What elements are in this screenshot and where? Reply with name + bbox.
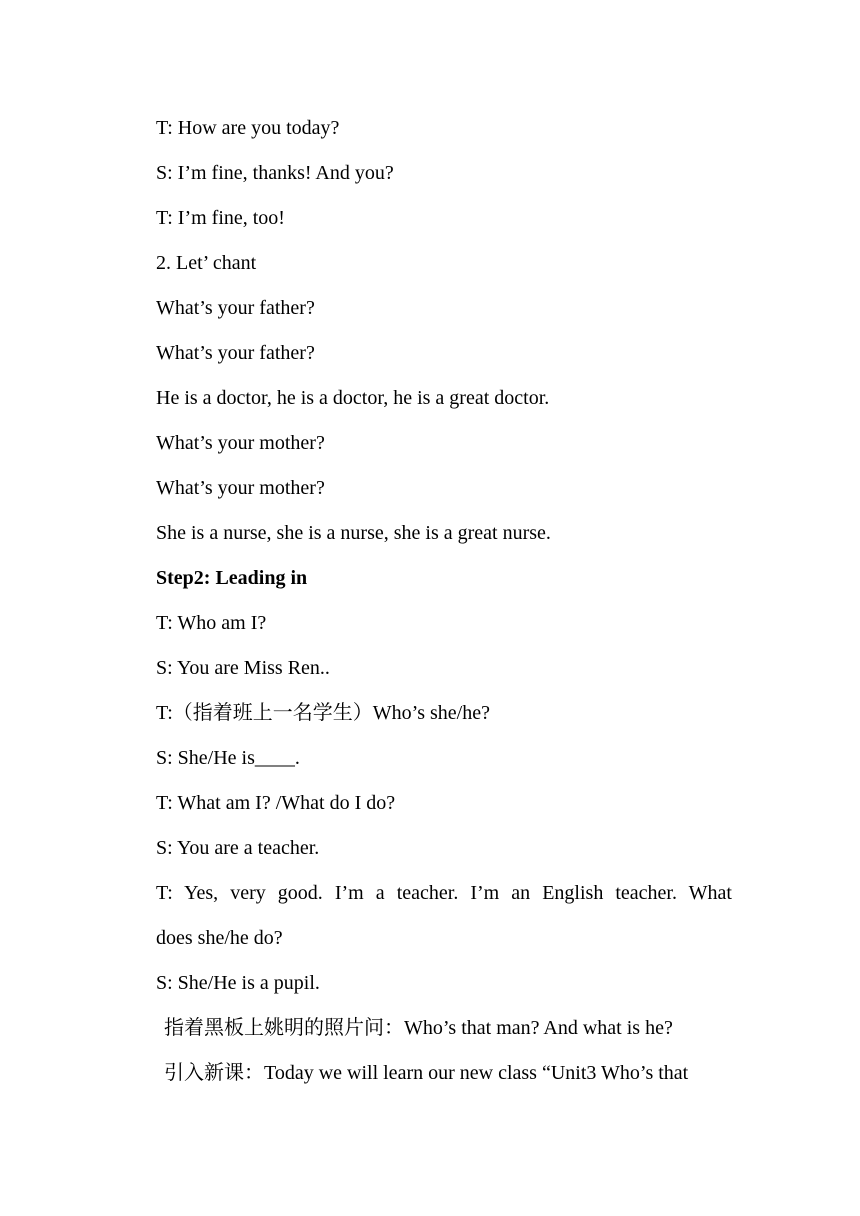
- dialogue-line: S: I’m fine, thanks! And you?: [156, 162, 394, 184]
- dialogue-line: S: You are a teacher.: [156, 837, 320, 859]
- dialogue-line: T: I’m fine, too!: [156, 207, 285, 229]
- step-heading: Step2: Leading in: [156, 567, 308, 589]
- chant-line: What’s your father?: [156, 342, 315, 364]
- dialogue-line: S: You are Miss Ren..: [156, 657, 330, 679]
- instruction-line: 指着黑板上姚明的照片问：Who’s that man? And what is he?: [164, 1017, 673, 1039]
- chant-line: She is a nurse, she is a nurse, she is a great nurse.: [156, 522, 551, 544]
- chant-line: He is a doctor, he is a doctor, he is a great doctor.: [156, 387, 550, 409]
- chant-line: What’s your mother?: [156, 477, 325, 499]
- dialogue-line: T: Who am I?: [156, 612, 267, 634]
- instruction-line: 引入新课：Today we will learn our new class “Unit3 Who’s that: [164, 1062, 689, 1084]
- chant-line: What’s your father?: [156, 297, 315, 319]
- dialogue-line: T: Yes, very good. I’m a teacher. I’m an English teacher. What: [156, 882, 732, 904]
- dialogue-line: T: How are you today?: [156, 117, 340, 139]
- dialogue-line: does she/he do?: [156, 927, 283, 949]
- lesson-text: [156, 113, 732, 1103]
- dialogue-line: T:（指着班上一名学生）Who’s she/he?: [156, 702, 490, 724]
- section-subheading: 2. Let’ chant: [156, 252, 257, 274]
- dialogue-line: S: She/He is a pupil.: [156, 972, 320, 994]
- dialogue-line: T: What am I? /What do I do?: [156, 792, 396, 814]
- chant-line: What’s your mother?: [156, 432, 325, 454]
- dialogue-line: S: She/He is____.: [156, 747, 300, 769]
